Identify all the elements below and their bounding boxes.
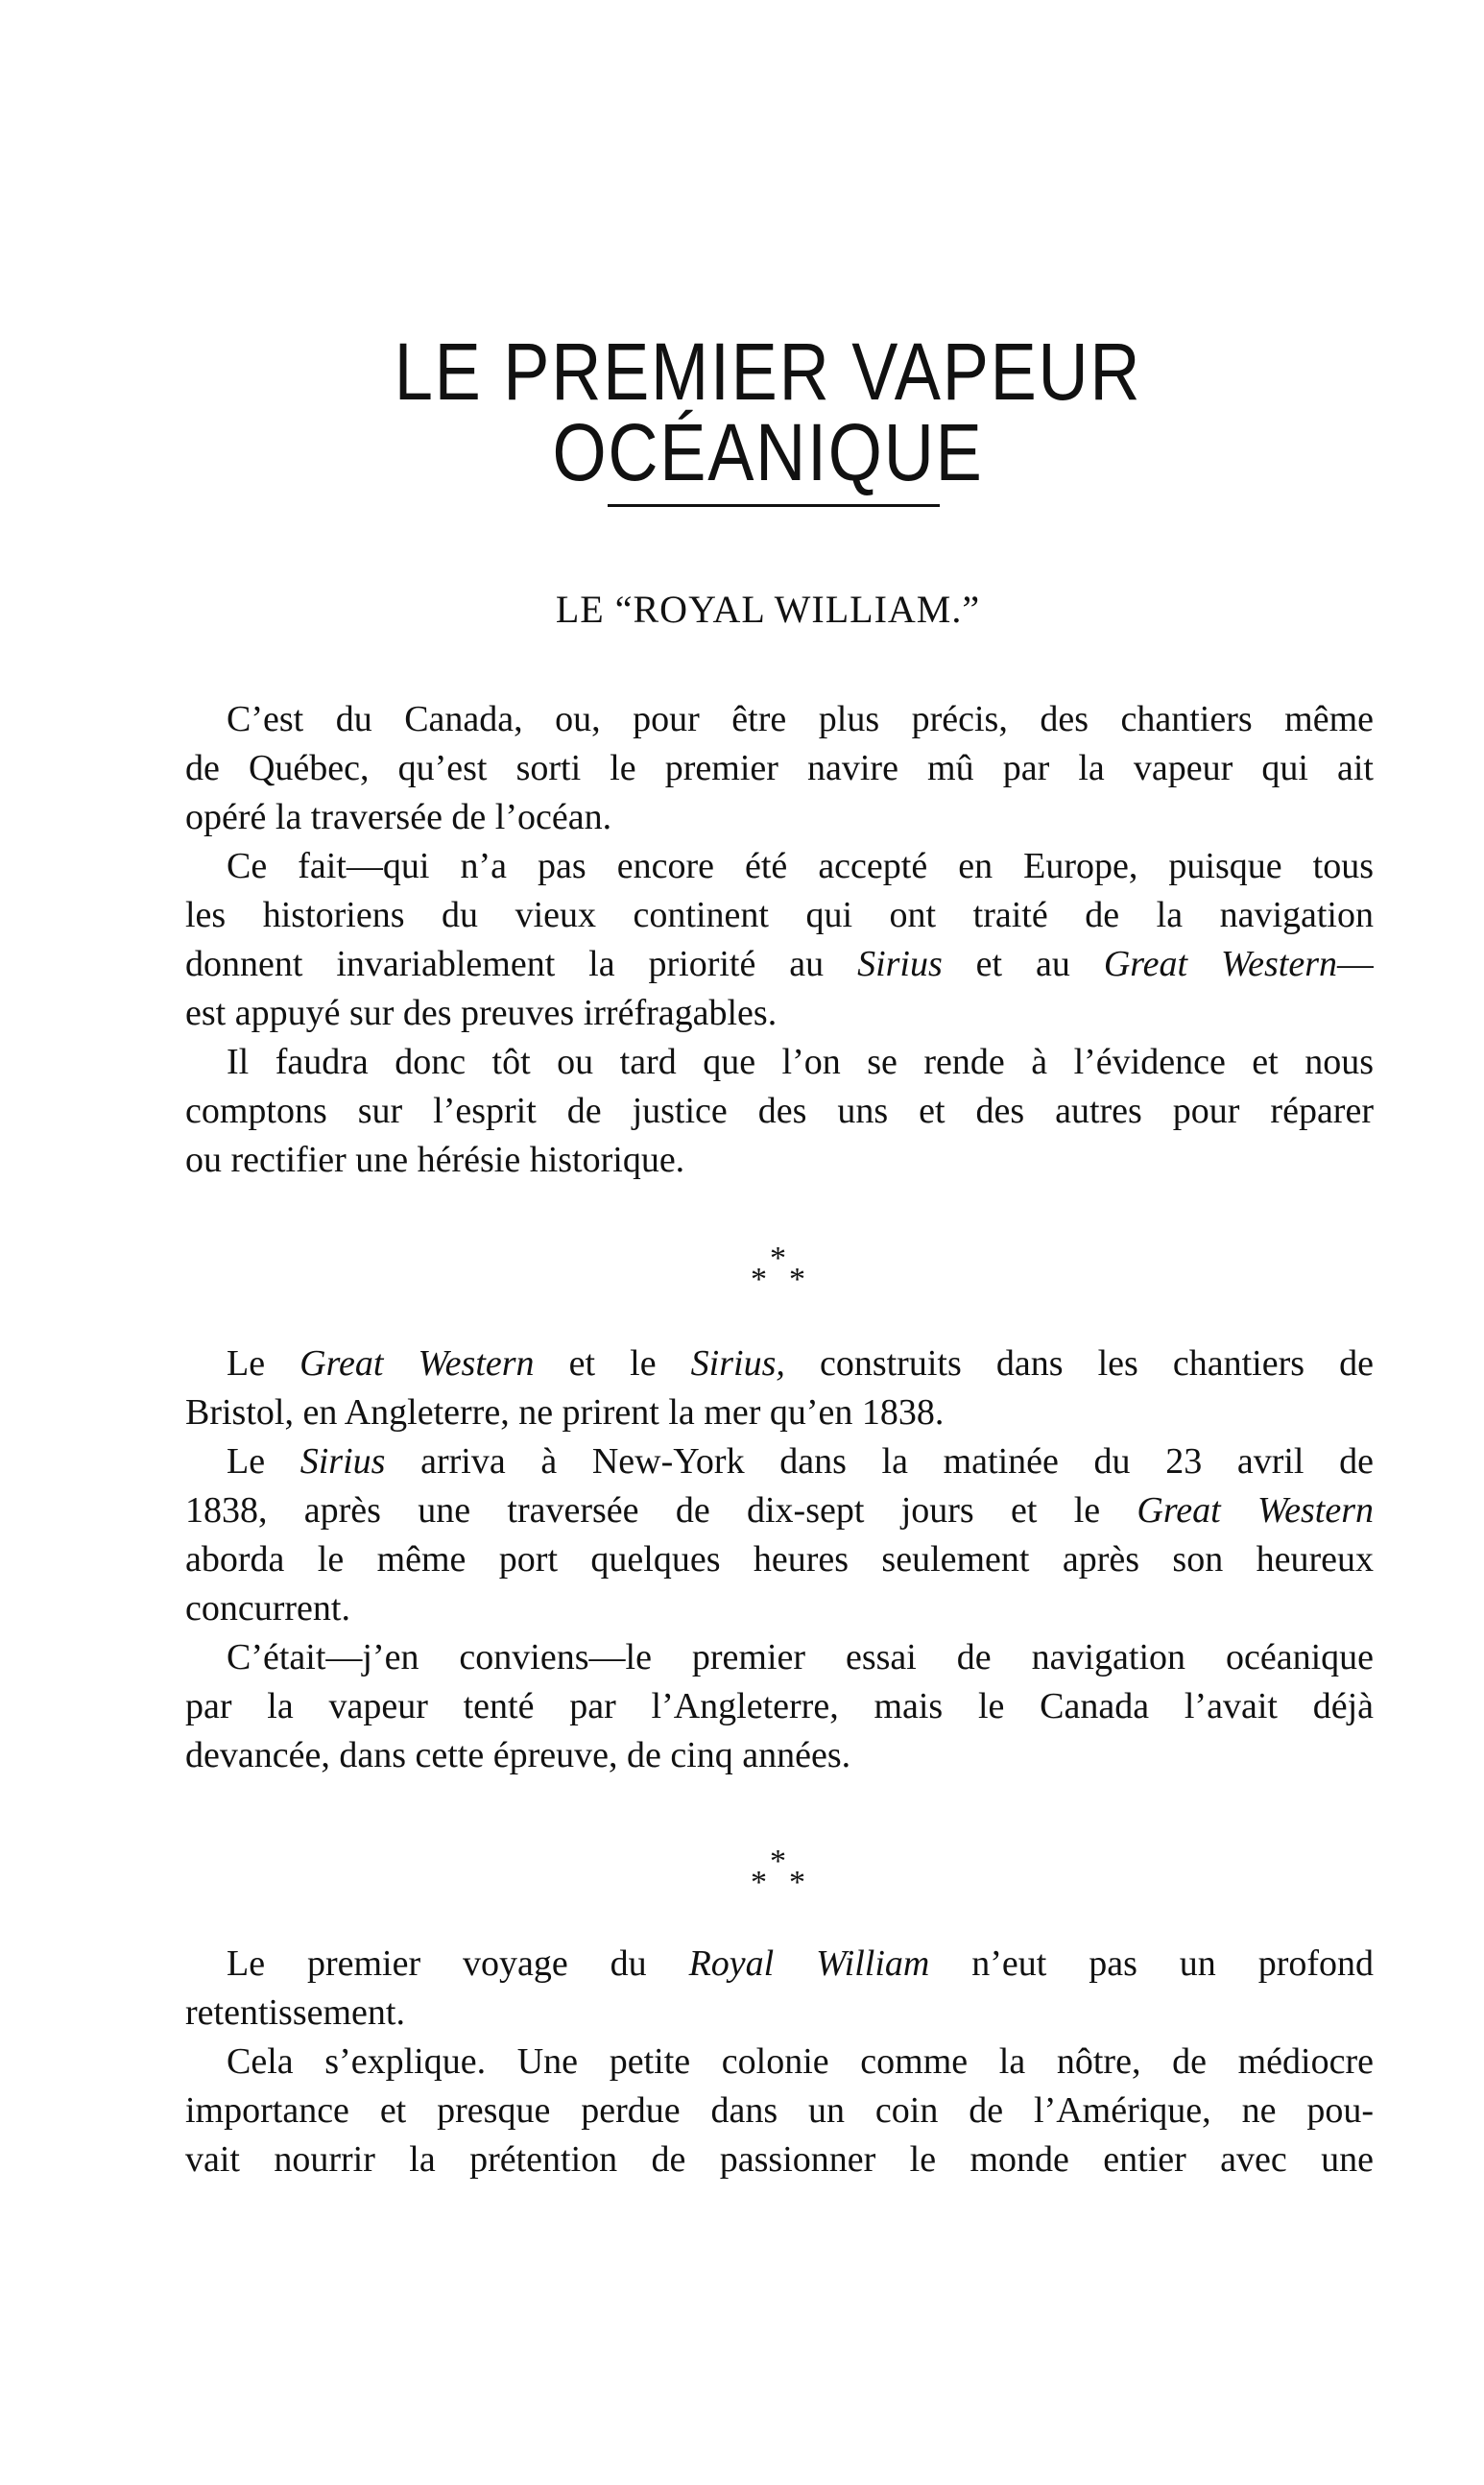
text-run: n’eut pas un profond: [929, 1943, 1374, 1984]
text-run: Le premier voyage du: [227, 1943, 689, 1984]
text-run: Le: [227, 1441, 300, 1482]
ship-name: Great Western: [1103, 944, 1338, 984]
text-line: par la vapeur tenté par l’Angleterre, mais le Canada l’avait déjà: [185, 1686, 1374, 1726]
text-line: Il faudra donc tôt ou tard que l’on se rende à l’évidence et nous: [227, 1042, 1374, 1082]
title-divider: [608, 504, 940, 507]
text-line: aborda le même port quelques heures seulement après son heureux: [185, 1539, 1374, 1580]
text-line: Cela s’explique. Une petite colonie comme la nôtre, de médiocre: [227, 2041, 1374, 2082]
section-2-text: [185, 1339, 1374, 1780]
text-line: ou rectifier une hérésie historique.: [185, 1140, 685, 1180]
text-line: [185, 940, 1374, 989]
text-line: comptons sur l’esprit de justice des uns et des autres pour réparer: [185, 1091, 1374, 1131]
text-line: opéré la traversée de l’océan.: [185, 797, 612, 837]
text-run: et le: [534, 1343, 691, 1384]
paragraph-6: [185, 1633, 1374, 1780]
section-3-text: [185, 1940, 1374, 2184]
text-line: retentissement.: [185, 1992, 405, 2033]
paragraph-1: [185, 695, 1374, 842]
asterisk: *: [770, 1844, 786, 1879]
text-line: vait nourrir la prétention de passionner le monde entier avec une: [185, 2139, 1374, 2180]
asterisk: *: [789, 1865, 805, 1900]
text-line: [185, 1940, 1374, 1989]
paragraph-8: [185, 2038, 1374, 2184]
text-run: construits dans les chantiers de: [784, 1343, 1374, 1384]
text-line: C’était—j’en conviens—le premier essai de navigation océanique: [227, 1637, 1374, 1677]
asterism-divider: [739, 1242, 826, 1300]
page-title: LE PREMIER VAPEUR OCÉANIQUE: [394, 326, 1142, 497]
text-run: arriva à New-York dans la matinée du 23 avril de: [385, 1441, 1374, 1482]
text-line: de Québec, qu’est sorti le premier navire mû par la vapeur qui ait: [185, 748, 1374, 788]
text-line: importance et presque perdue dans un coin de l’Amérique, ne pou-: [185, 2090, 1374, 2131]
ship-name: Great Western: [1137, 1490, 1374, 1531]
section-1-text: [185, 695, 1374, 1185]
text-line: C’est du Canada, ou, pour être plus précis, des chantiers même: [227, 699, 1374, 739]
text-run: donnent invariablement la priorité au: [185, 944, 858, 984]
paragraph-7: [185, 1940, 1374, 2038]
ship-name: Sirius: [857, 944, 943, 984]
text-run: —: [1337, 944, 1374, 984]
text-line: Ce fait—qui n’a pas encore été accepté en Europe, puisque tous: [227, 846, 1374, 886]
ship-name: Great Western: [299, 1343, 535, 1384]
paragraph-4: [185, 1339, 1374, 1437]
text-run: et au: [942, 944, 1104, 984]
text-line: Bristol, en Angleterre, ne prirent la mer qu’en 1838.: [185, 1392, 945, 1433]
text-run: Le: [227, 1343, 300, 1384]
section-subtitle: LE “ROYAL WILLIAM.”: [555, 588, 981, 631]
text-line: les historiens du vieux continent qui ont traité de la navigation: [185, 895, 1374, 935]
text-line: [185, 1437, 1374, 1486]
ship-name: Sirius: [299, 1441, 386, 1482]
paragraph-5: [185, 1437, 1374, 1633]
paragraph-2: [185, 842, 1374, 1038]
asterisk: *: [789, 1262, 805, 1297]
text-line: concurrent.: [185, 1588, 350, 1629]
asterisk: *: [751, 1262, 767, 1297]
ship-name: Royal William: [688, 1943, 930, 1984]
asterisk: *: [770, 1241, 786, 1276]
text-run: 1838, après une traversée de dix-sept jours et le: [185, 1490, 1137, 1531]
text-line: [185, 1339, 1374, 1388]
text-line: est appuyé sur des preuves irréfragables.: [185, 993, 778, 1033]
ship-name: Sirius,: [690, 1343, 785, 1384]
asterisk: *: [751, 1865, 767, 1900]
asterism-divider: [739, 1846, 826, 1903]
paragraph-3: [185, 1038, 1374, 1185]
text-line: devancée, dans cette épreuve, de cinq années.: [185, 1735, 851, 1775]
text-line: [185, 1486, 1374, 1535]
